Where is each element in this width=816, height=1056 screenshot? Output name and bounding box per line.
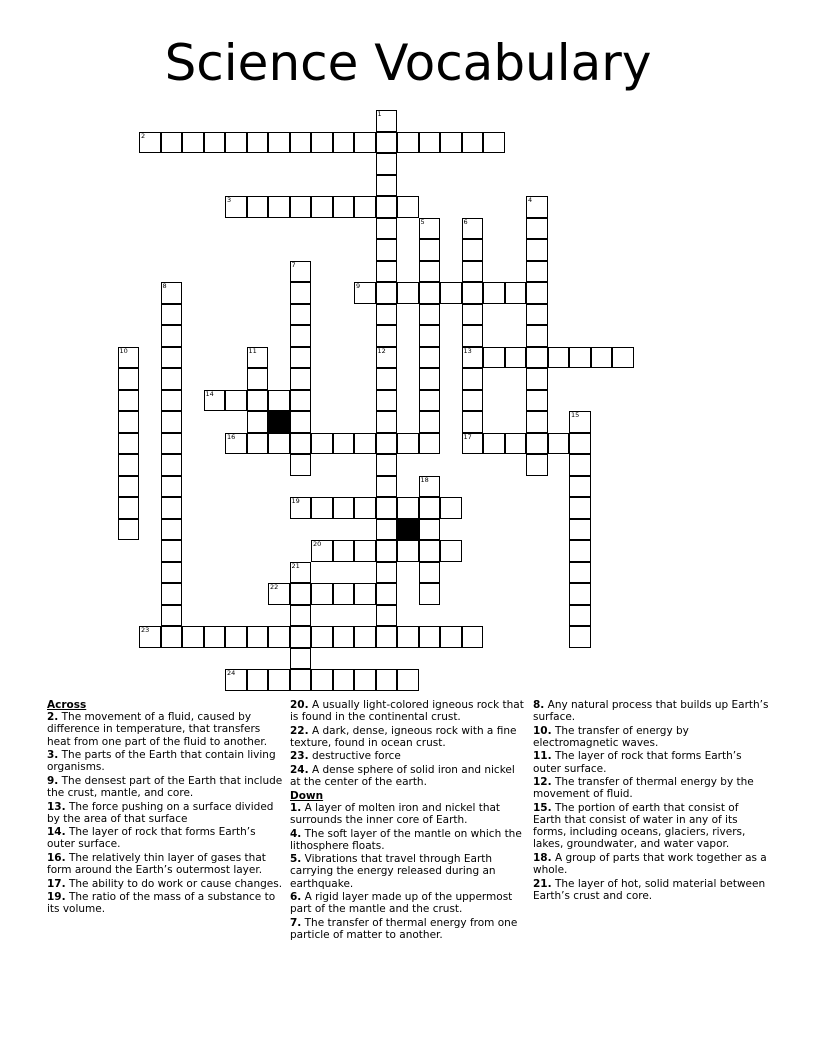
grid-cell[interactable] <box>419 411 441 433</box>
clue-down-21: 21. The layer of hot, solid material between Earth’s crust and core. <box>533 877 766 902</box>
grid-cell[interactable] <box>376 110 398 132</box>
grid-cell[interactable] <box>505 347 527 369</box>
grid-cell[interactable] <box>440 540 462 562</box>
grid-cell[interactable] <box>462 304 484 326</box>
grid-cell[interactable] <box>569 626 591 648</box>
clue-down-18: 18. A group of parts that work together as a whole. <box>533 851 767 877</box>
grid-cell[interactable] <box>569 411 591 433</box>
grid-cell[interactable] <box>247 411 269 433</box>
grid-cell[interactable] <box>462 325 484 347</box>
blocked-cell <box>268 411 290 433</box>
grid-cell[interactable] <box>419 390 441 412</box>
grid-cell[interactable] <box>526 304 548 326</box>
grid-cell[interactable] <box>397 497 419 519</box>
grid-cell[interactable] <box>483 282 505 304</box>
grid-cell[interactable] <box>397 282 419 304</box>
clue-number: 4 <box>528 196 533 204</box>
grid-cell[interactable] <box>483 132 505 154</box>
grid-cell[interactable] <box>161 433 183 455</box>
grid-cell[interactable] <box>569 562 591 584</box>
grid-cell[interactable] <box>268 433 290 455</box>
clue-down-4: 4. The soft layer of the mantle on which the lithosphere floats. <box>290 827 522 852</box>
grid-cell[interactable] <box>569 497 591 519</box>
grid-cell[interactable] <box>290 411 312 433</box>
grid-cell[interactable] <box>225 390 247 412</box>
grid-cell[interactable] <box>548 347 570 369</box>
grid-cell[interactable] <box>333 497 355 519</box>
grid-cell[interactable] <box>290 132 312 154</box>
clue-number: 8 <box>162 282 167 290</box>
grid-cell[interactable] <box>419 325 441 347</box>
grid-cell[interactable] <box>333 583 355 605</box>
clue-across-17: 17. The ability to do work or cause changes. <box>47 877 283 890</box>
grid-cell[interactable] <box>118 390 140 412</box>
grid-cell[interactable] <box>290 261 312 283</box>
clue-number: 1 <box>377 110 382 118</box>
clue-number: 22 <box>270 583 279 591</box>
grid-cell[interactable] <box>247 390 269 412</box>
grid-cell[interactable] <box>419 433 441 455</box>
grid-cell[interactable] <box>311 433 333 455</box>
grid-cell[interactable] <box>526 196 548 218</box>
grid-cell[interactable] <box>376 175 398 197</box>
clue-across-14: 14. The layer of rock that forms Earth’s outer surface. <box>47 826 256 851</box>
grid-cell[interactable] <box>397 132 419 154</box>
grid-cell[interactable] <box>376 497 398 519</box>
grid-cell[interactable] <box>440 282 462 304</box>
grid-cell[interactable] <box>440 497 462 519</box>
grid-cell[interactable] <box>290 497 312 519</box>
grid-cell[interactable] <box>376 218 398 240</box>
clue-number: 23 <box>141 626 150 634</box>
grid-cell[interactable] <box>118 519 140 541</box>
grid-cell[interactable] <box>161 347 183 369</box>
grid-cell[interactable] <box>376 540 398 562</box>
clue-across-2: 2. The movement of a fluid, caused by difference in temperature, that transfers heat from one part of the fluid to another. <box>47 711 268 748</box>
grid-cell[interactable] <box>376 476 398 498</box>
clue-number: 5 <box>420 217 425 226</box>
grid-cell[interactable] <box>376 626 398 648</box>
grid-cell[interactable] <box>311 196 333 218</box>
grid-cell[interactable] <box>311 583 333 605</box>
grid-cell[interactable] <box>161 476 183 498</box>
clue-down-12: 12. The transfer of thermal energy by the movement of fluid. <box>533 776 754 801</box>
grid-cell[interactable] <box>376 153 398 175</box>
grid-cell[interactable] <box>419 626 441 648</box>
grid-cell[interactable] <box>247 433 269 455</box>
grid-cell[interactable] <box>483 433 505 455</box>
grid-cell[interactable] <box>419 583 441 605</box>
grid-cell[interactable] <box>526 433 548 455</box>
clue-across-3: 3. The parts of the Earth that contain living organisms. <box>47 749 276 774</box>
grid-cell[interactable] <box>161 368 183 390</box>
grid-cell[interactable] <box>225 132 247 154</box>
grid-cell[interactable] <box>462 390 484 412</box>
grid-cell[interactable] <box>290 433 312 455</box>
grid-cell[interactable] <box>505 433 527 455</box>
clue-across-9: 9. The densest part of the Earth that include the crust, mantle, and core. <box>47 774 283 800</box>
clue-down-1: 1. A layer of molten iron and nickel that surrounds the inner core of Earth. <box>290 801 501 827</box>
clue-column-left <box>47 699 283 917</box>
grid-cell[interactable] <box>161 282 183 304</box>
grid-cell[interactable] <box>161 454 183 476</box>
grid-cell[interactable] <box>419 519 441 541</box>
grid-cell[interactable] <box>354 132 376 154</box>
grid-cell[interactable] <box>290 347 312 369</box>
grid-cell[interactable] <box>247 196 269 218</box>
grid-cell[interactable] <box>376 304 398 326</box>
clue-number: 10 <box>119 346 128 355</box>
grid-cell[interactable] <box>333 196 355 218</box>
grid-cell[interactable] <box>333 540 355 562</box>
grid-cell[interactable] <box>462 411 484 433</box>
grid-cell[interactable] <box>268 196 290 218</box>
clue-across-13: 13. The force pushing on a surface divided by the area of that surface <box>47 800 274 825</box>
clue-number: 14 <box>205 389 214 398</box>
grid-cell[interactable] <box>268 626 290 648</box>
grid-cell[interactable] <box>376 562 398 584</box>
grid-cell[interactable] <box>376 282 398 304</box>
grid-cell[interactable] <box>311 626 333 648</box>
grid-cell[interactable] <box>333 626 355 648</box>
grid-cell[interactable] <box>311 540 333 562</box>
grid-cell[interactable] <box>354 583 376 605</box>
grid-cell[interactable] <box>161 605 183 627</box>
grid-cell[interactable] <box>268 669 290 691</box>
grid-cell[interactable] <box>290 196 312 218</box>
grid-cell[interactable] <box>225 626 247 648</box>
clue-number: 12 <box>377 346 386 355</box>
grid-cell[interactable] <box>526 218 548 240</box>
grid-cell[interactable] <box>526 239 548 261</box>
grid-cell[interactable] <box>204 626 226 648</box>
grid-cell[interactable] <box>462 218 484 240</box>
grid-cell[interactable] <box>569 540 591 562</box>
grid-cell[interactable] <box>225 196 247 218</box>
clue-column-middle <box>290 699 526 943</box>
clue-number: 20 <box>313 540 322 548</box>
grid-cell[interactable] <box>118 476 140 498</box>
grid-cell[interactable] <box>376 605 398 627</box>
grid-cell[interactable] <box>161 390 183 412</box>
clue-number: 16 <box>227 432 236 441</box>
grid-cell[interactable] <box>247 626 269 648</box>
grid-cell[interactable] <box>161 411 183 433</box>
grid-cell[interactable] <box>462 368 484 390</box>
clue-number: 3 <box>227 196 232 204</box>
grid-cell[interactable] <box>569 433 591 455</box>
grid-cell[interactable] <box>290 583 312 605</box>
grid-cell[interactable] <box>569 454 591 476</box>
grid-cell[interactable] <box>419 562 441 584</box>
clue-across-19: 19. The ratio of the mass of a substance to its volume. <box>47 891 276 916</box>
clue-number: 2 <box>141 131 146 140</box>
grid-cell[interactable] <box>161 583 183 605</box>
grid-cell[interactable] <box>118 347 140 369</box>
grid-cell[interactable] <box>462 347 484 369</box>
grid-cell[interactable] <box>268 390 290 412</box>
grid-cell[interactable] <box>376 519 398 541</box>
grid-cell[interactable] <box>290 669 312 691</box>
grid-cell[interactable] <box>419 304 441 326</box>
clue-down-11: 11. The layer of rock that forms Earth’s outer surface. <box>533 750 742 775</box>
grid-cell[interactable] <box>290 562 312 584</box>
grid-cell[interactable] <box>290 325 312 347</box>
clue-number: 7 <box>291 260 296 269</box>
grid-cell[interactable] <box>139 132 161 154</box>
clue-across-24: 24. A dense sphere of solid iron and nickel at the center of the earth. <box>290 763 515 789</box>
clue-number: 15 <box>571 411 580 419</box>
grid-cell[interactable] <box>290 368 312 390</box>
grid-cell[interactable] <box>526 347 548 369</box>
clue-down-6: 6. A rigid layer made up of the uppermost part of the mantle and the crust. <box>290 891 513 916</box>
grid-cell[interactable] <box>354 196 376 218</box>
clue-column-right <box>533 699 769 903</box>
grid-cell[interactable] <box>526 325 548 347</box>
grid-cell[interactable] <box>182 626 204 648</box>
clue-number: 19 <box>291 497 300 505</box>
grid-cell[interactable] <box>419 540 441 562</box>
grid-cell[interactable] <box>333 669 355 691</box>
grid-cell[interactable] <box>376 411 398 433</box>
grid-cell[interactable] <box>311 132 333 154</box>
grid-cell[interactable] <box>225 669 247 691</box>
clue-number: 6 <box>463 217 468 226</box>
clue-down-8: 8. Any natural process that builds up Earth’s surface. <box>533 699 769 724</box>
grid-cell[interactable] <box>161 519 183 541</box>
grid-cell[interactable] <box>526 261 548 283</box>
blocked-cell <box>397 519 419 541</box>
grid-cell[interactable] <box>397 669 419 691</box>
grid-cell[interactable] <box>483 347 505 369</box>
grid-cell[interactable] <box>247 347 269 369</box>
grid-cell[interactable] <box>354 540 376 562</box>
grid-cell[interactable] <box>526 411 548 433</box>
grid-cell[interactable] <box>419 347 441 369</box>
grid-cell[interactable] <box>419 261 441 283</box>
grid-cell[interactable] <box>376 347 398 369</box>
grid-cell[interactable] <box>569 476 591 498</box>
grid-cell[interactable] <box>247 132 269 154</box>
page-title: Science Vocabulary <box>164 34 652 92</box>
grid-cell[interactable] <box>161 626 183 648</box>
grid-cell[interactable] <box>354 626 376 648</box>
grid-cell[interactable] <box>290 304 312 326</box>
grid-cell[interactable] <box>505 282 527 304</box>
grid-cell[interactable] <box>311 497 333 519</box>
grid-cell[interactable] <box>290 648 312 670</box>
grid-cell[interactable] <box>290 626 312 648</box>
clue-down-7: 7. The transfer of thermal energy from one particle of matter to another. <box>290 916 518 942</box>
grid-cell[interactable] <box>376 669 398 691</box>
grid-cell[interactable] <box>118 497 140 519</box>
grid-cell[interactable] <box>376 132 398 154</box>
clue-number: 18 <box>420 475 429 484</box>
grid-cell[interactable] <box>462 433 484 455</box>
clue-number: 17 <box>463 432 472 441</box>
grid-cell[interactable] <box>376 433 398 455</box>
grid-cell[interactable] <box>290 605 312 627</box>
clue-number: 13 <box>463 346 472 355</box>
clue-down-10: 10. The transfer of energy by electromagnetic waves. <box>533 724 689 749</box>
grid-cell[interactable] <box>548 433 570 455</box>
grid-cell[interactable] <box>225 433 247 455</box>
grid-cell[interactable] <box>419 218 441 240</box>
grid-cell[interactable] <box>419 497 441 519</box>
grid-cell[interactable] <box>161 132 183 154</box>
grid-cell[interactable] <box>376 261 398 283</box>
grid-cell[interactable] <box>419 239 441 261</box>
grid-cell[interactable] <box>118 454 140 476</box>
grid-cell[interactable] <box>354 497 376 519</box>
grid-cell[interactable] <box>462 626 484 648</box>
grid-cell[interactable] <box>462 132 484 154</box>
grid-cell[interactable] <box>440 626 462 648</box>
grid-cell[interactable] <box>376 239 398 261</box>
grid-cell[interactable] <box>376 454 398 476</box>
grid-cell[interactable] <box>397 626 419 648</box>
grid-cell[interactable] <box>462 261 484 283</box>
grid-cell[interactable] <box>526 390 548 412</box>
down-heading: Down <box>290 789 324 802</box>
grid-cell[interactable] <box>397 540 419 562</box>
grid-cell[interactable] <box>569 519 591 541</box>
clue-down-15: 15. The portion of earth that consist of Earth that consist of water in any of its forms, including oceans, glaciers, rivers, lakes, groundwater, and water vapor. <box>533 801 746 851</box>
grid-cell[interactable] <box>247 669 269 691</box>
grid-cell[interactable] <box>161 304 183 326</box>
grid-cell[interactable] <box>376 196 398 218</box>
clue-across-22: 22. A dark, dense, igneous rock with a fine texture, found in ocean crust. <box>290 724 517 749</box>
grid-cell[interactable] <box>290 390 312 412</box>
grid-cell[interactable] <box>526 368 548 390</box>
clue-number: 9 <box>356 282 361 290</box>
grid-cell[interactable] <box>569 605 591 627</box>
grid-cell[interactable] <box>118 411 140 433</box>
grid-cell[interactable] <box>419 282 441 304</box>
grid-cell[interactable] <box>290 454 312 476</box>
grid-cell[interactable] <box>204 132 226 154</box>
grid-cell[interactable] <box>376 368 398 390</box>
grid-cell[interactable] <box>118 368 140 390</box>
grid-cell[interactable] <box>204 390 226 412</box>
clue-number: 24 <box>227 669 236 677</box>
grid-cell[interactable] <box>268 583 290 605</box>
clue-across-20: 20. A usually light-colored igneous rock that is found in the continental crust. <box>290 699 524 724</box>
grid-cell[interactable] <box>354 433 376 455</box>
clue-number: 11 <box>248 346 257 355</box>
across-heading: Across <box>47 699 87 711</box>
grid-cell[interactable] <box>161 540 183 562</box>
grid-cell[interactable] <box>397 433 419 455</box>
grid-cell[interactable] <box>591 347 613 369</box>
grid-cell[interactable] <box>333 132 355 154</box>
grid-cell[interactable] <box>419 368 441 390</box>
grid-cell[interactable] <box>161 497 183 519</box>
clue-number: 21 <box>291 561 300 570</box>
clue-across-23: 23. destructive force <box>290 750 401 763</box>
grid-cell[interactable] <box>569 583 591 605</box>
grid-cell[interactable] <box>354 282 376 304</box>
grid-cell[interactable] <box>419 476 441 498</box>
grid-cell[interactable] <box>182 132 204 154</box>
grid-cell[interactable] <box>247 368 269 390</box>
grid-cell[interactable] <box>161 562 183 584</box>
grid-cell[interactable] <box>612 347 634 369</box>
grid-cell[interactable] <box>419 132 441 154</box>
grid-cell[interactable] <box>526 454 548 476</box>
grid-cell[interactable] <box>462 282 484 304</box>
grid-cell[interactable] <box>118 433 140 455</box>
grid-cell[interactable] <box>397 196 419 218</box>
grid-cell[interactable] <box>462 239 484 261</box>
grid-cell[interactable] <box>526 282 548 304</box>
clue-down-5: 5. Vibrations that travel through Earth carrying the energy released during an earthquake. <box>290 853 496 890</box>
grid-cell[interactable] <box>376 583 398 605</box>
grid-cell[interactable] <box>290 282 312 304</box>
grid-cell[interactable] <box>311 669 333 691</box>
grid-cell[interactable] <box>376 390 398 412</box>
grid-cell[interactable] <box>139 626 161 648</box>
grid-cell[interactable] <box>376 325 398 347</box>
grid-cell[interactable] <box>268 132 290 154</box>
grid-cell[interactable] <box>354 669 376 691</box>
grid-cell[interactable] <box>440 132 462 154</box>
grid-cell[interactable] <box>161 325 183 347</box>
clue-across-16: 16. The relatively thin layer of gases that form around the Earth’s outermost layer. <box>47 851 266 877</box>
grid-cell[interactable] <box>569 347 591 369</box>
grid-cell[interactable] <box>333 433 355 455</box>
